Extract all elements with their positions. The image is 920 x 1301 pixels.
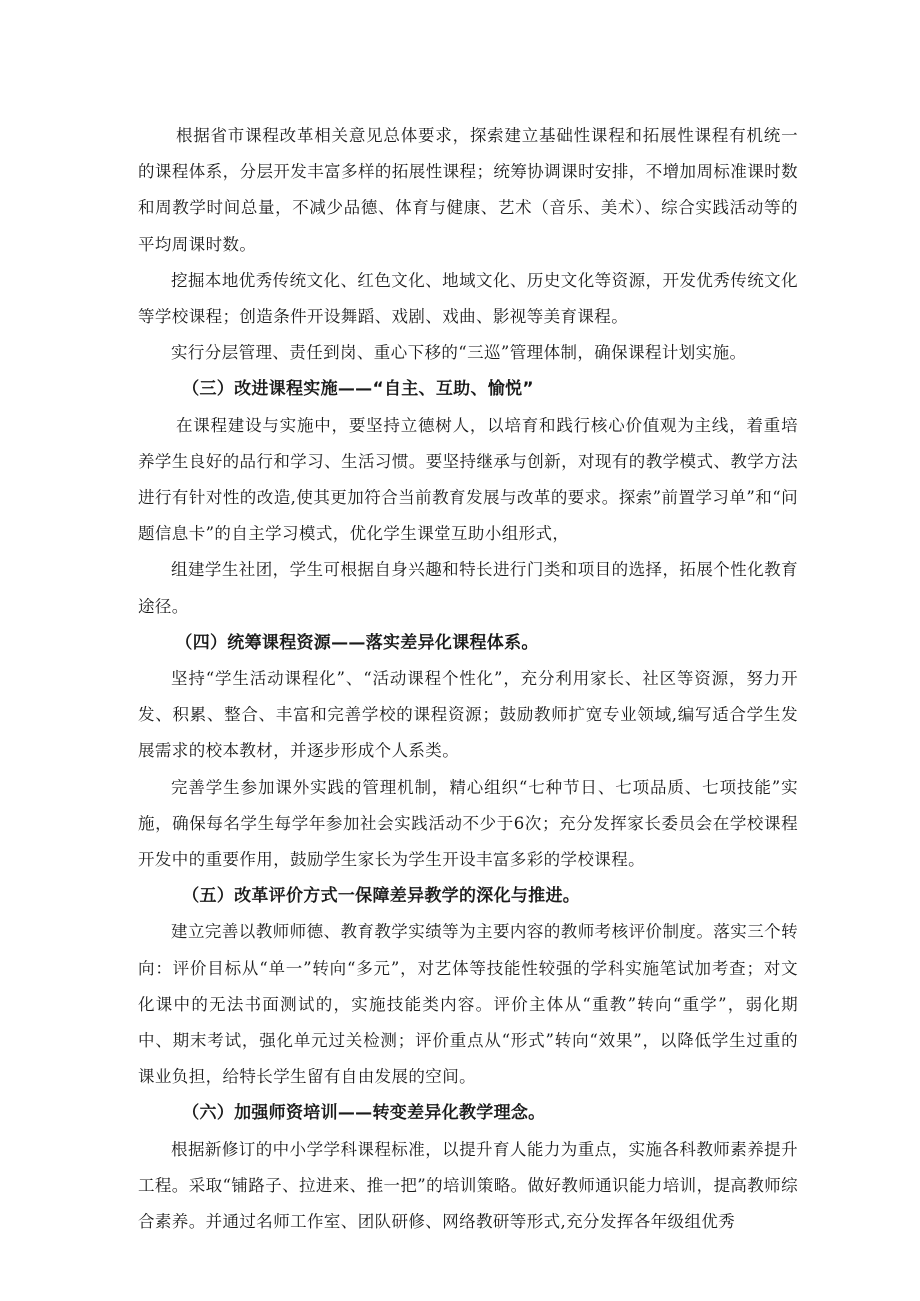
- section-heading: （四）统筹课程资源——落实差异化课程体系。: [175, 632, 539, 653]
- paragraph: 坚持“学生活动课程化”、“活动课程个性化”，充分利用家长、社区等资源，努力开发、积累、整合、丰富和完善学校的课程资源；鼓励教师扩宽专业领域,编写适合学生发展需求的校本教材，并逐步形成个人系类。: [138, 669, 798, 761]
- paragraph: 根据省市课程改革相关意见总体要求，探索建立基础性课程和拓展性课程有机统一的课程体系，分层开发丰富多样的拓展性课程；统筹协调课时安排，不增加周标准课时数和周教学时间总量，不减少品德、体育与健康、艺术（音乐、美术）、综合实践活动等的平均周课时数。: [138, 126, 798, 254]
- document-page: [138, 118, 798, 1240]
- paragraph: 根据新修订的中小学学科课程标准，以提升育人能力为重点，实施各科教师素养提升工程。采取“铺路子、拉进来、推一把”的培训策略。做好教师通识能力培训，提高教师综合素养。并通过名师工作室、团队研修、网络教研等形式,充分发挥各年级组优秀: [138, 1139, 798, 1232]
- paragraph: 组建学生社团，学生可根据自身兴趣和特长进行门类和项目的选择，拓展个性化教育途径。: [138, 560, 798, 616]
- section-heading: （三）改进课程实施——“自主、互助、愉悦”: [182, 379, 534, 400]
- paragraph: 建立完善以教师师德、教育教学实绩等为主要内容的教师考核评价制度。落实三个转向：评价目标从“单一”转向“多元”，对艺体等技能性较强的学科实施笔试加考查；对文化课中的无法书面测试的，实施技能类内容。评价主体从“重教”转向“重学”，弱化期中、期末考试，强化单元过关检测；评价重点从“形式”转向“效果”，以降低学生过重的课业负担，给特长学生留有自由发展的空间。: [138, 922, 798, 1087]
- paragraph: 完善学生参加课外实践的管理机制，精心组织“七种节日、七项品质、七项技能”实施，确保每名学生每学年参加社会实践活动不少于6次；充分发挥家长委员会在学校课程开发中的重要作用，鼓励学生家长为学生开设丰富多彩的学校课程。: [138, 777, 798, 870]
- paragraph: 实行分层管理、责任到岗、重心下移的“三巡”管理体制，确保课程计划实施。: [171, 343, 747, 363]
- section-heading: （五）改革评价方式一保障差异教学的深化与推进。: [182, 886, 581, 907]
- paragraph: 在课程建设与实施中，要坚持立德树人，以培育和践行核心价值观为主线，着重培养学生良好的品行和学习、生活习惯。要坚持继承与创新，对现有的教学模式、教学方法进行有针对性的改造,使其更加符合当前教育发展与改革的要求。探索”前置学习单”和“问题信息卡”的自主学习模式，优化学生课堂互助小组形式，: [138, 415, 798, 544]
- section-heading: （六）加强师资培训——转变差异化教学理念。: [182, 1103, 546, 1124]
- paragraph: 挖掘本地优秀传统文化、红色文化、地域文化、历史文化等资源，开发优秀传统文化等学校课程；创造条件开设舞蹈、戏剧、戏曲、影视等美育课程。: [138, 270, 798, 327]
